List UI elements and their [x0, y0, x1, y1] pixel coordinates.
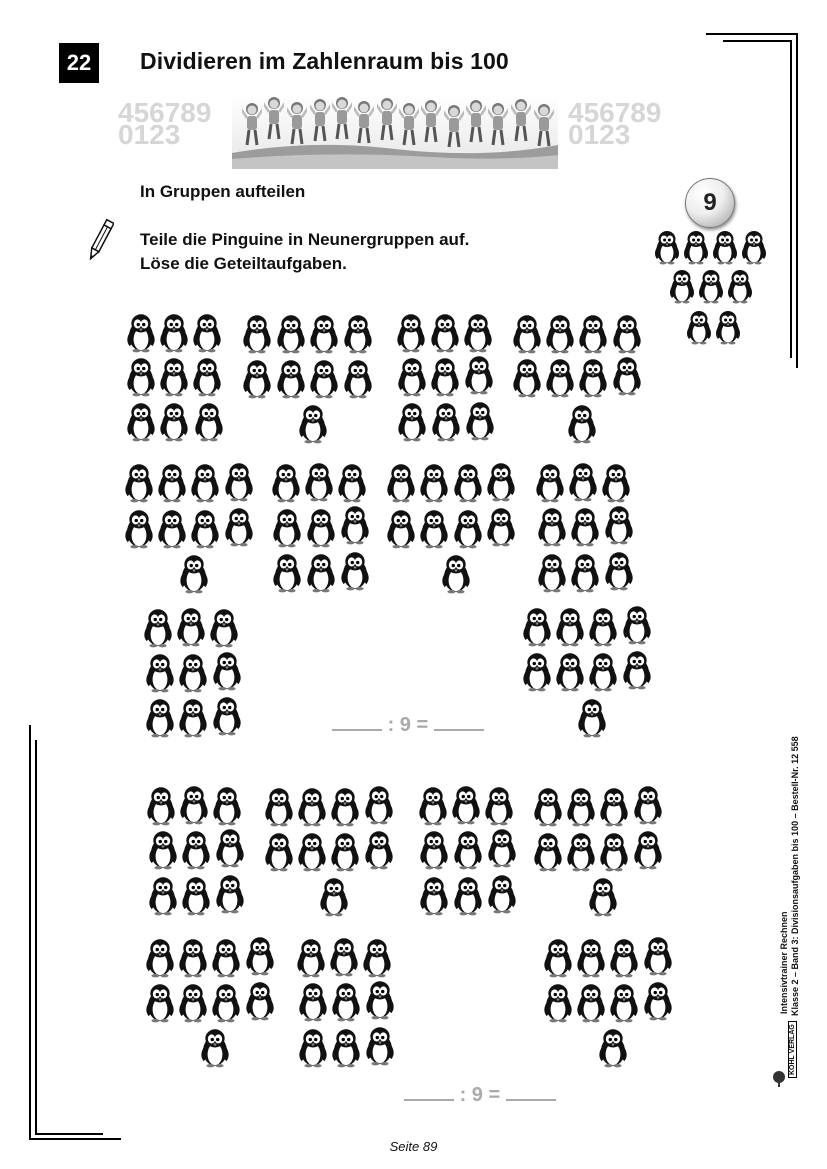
- penguin-icon: [298, 1027, 328, 1068]
- penguin-icon: [297, 831, 327, 872]
- penguin-icon: [319, 876, 349, 917]
- division-operator: :: [387, 714, 395, 736]
- penguin-icon: [487, 873, 517, 914]
- page-number-badge: 22: [59, 43, 99, 83]
- penguin-icon: [599, 786, 629, 827]
- penguin-icon: [588, 876, 618, 917]
- penguin-icon: [181, 829, 211, 870]
- penguin-icon: [331, 981, 361, 1022]
- penguin-icon: [576, 937, 606, 978]
- division-operator: :: [459, 1084, 467, 1106]
- penguin-icon: [453, 875, 483, 916]
- penguin-icon: [297, 786, 327, 827]
- penguin-icon: [264, 831, 294, 872]
- side-volume-info: Klasse 2 – Band 3: Divisionsaufgaben bis 100 – Bestell-Nr. 12 558: [790, 736, 800, 1016]
- penguin-icon: [215, 827, 245, 868]
- penguin-icon: [298, 981, 328, 1022]
- penguin-icon: [633, 829, 663, 870]
- penguin-icon: [148, 875, 178, 916]
- footer-page-number: Seite 89: [389, 1139, 438, 1154]
- penguin-icon: [451, 784, 481, 825]
- penguin-icon: [599, 831, 629, 872]
- penguin-icon: [211, 937, 241, 978]
- dividend-answer-field[interactable]: [404, 1083, 454, 1101]
- penguin-icon: [178, 937, 208, 978]
- penguin-icon: [245, 935, 275, 976]
- divisor-value: 9: [399, 714, 411, 736]
- equals-sign: =: [416, 714, 429, 736]
- penguin-icon: [264, 786, 294, 827]
- penguin-icon: [296, 937, 326, 978]
- tree-icon: [771, 1070, 787, 1088]
- penguin-icon: [364, 784, 394, 825]
- penguin-icon: [576, 982, 606, 1023]
- penguin-icon: [609, 937, 639, 978]
- penguin-icon: [181, 875, 211, 916]
- penguin-icon: [533, 786, 563, 827]
- penguin-icon: [245, 980, 275, 1021]
- penguin-icon: [179, 784, 209, 825]
- page-title: Dividieren im Zahlenraum bis 100: [140, 48, 509, 74]
- penguin-icon: [487, 827, 517, 868]
- penguin-icon: [215, 873, 245, 914]
- penguin-icon: [145, 982, 175, 1023]
- divisor-value: 9: [471, 1084, 483, 1106]
- number-decoration-left: 456789 0123: [118, 102, 212, 150]
- penguin-icon: [418, 785, 448, 826]
- penguin-icon: [330, 831, 360, 872]
- penguin-icon: [566, 831, 596, 872]
- penguin-icon: [365, 1025, 395, 1066]
- penguin-icon: [329, 936, 359, 977]
- penguin-icon: [566, 786, 596, 827]
- penguin-icon: [364, 829, 394, 870]
- penguin-icon: [533, 831, 563, 872]
- penguin-icon: [419, 875, 449, 916]
- publisher-logo: KOHL VERLAG: [771, 1030, 801, 1094]
- penguin-icon: [146, 785, 176, 826]
- exercise-2-equation: [404, 1083, 556, 1107]
- instruction-line-1: Teile die Pinguine in Neunergruppen auf.: [140, 230, 470, 249]
- frame-line-bottom-inner: [35, 1133, 103, 1135]
- penguin-icon: [609, 982, 639, 1023]
- penguin-icon: [178, 982, 208, 1023]
- penguin-icon: [419, 829, 449, 870]
- section-heading: In Gruppen aufteilen: [140, 182, 306, 201]
- divisor-ball: 9: [685, 178, 735, 228]
- penguin-icon: [643, 980, 673, 1021]
- penguin-icon: [200, 1027, 230, 1068]
- penguin-icon: [543, 982, 573, 1023]
- penguin-icon: [331, 1027, 361, 1068]
- side-series-title: Intensivtrainer Rechnen: [779, 911, 789, 1014]
- number-decoration-right: 456789 0123: [568, 102, 662, 150]
- penguin-icon: [211, 982, 241, 1023]
- quotient-answer-field[interactable]: [506, 1083, 556, 1101]
- penguin-icon: [633, 784, 663, 825]
- equals-sign: =: [488, 1084, 501, 1106]
- penguin-icon: [365, 979, 395, 1020]
- penguin-icon: [362, 937, 392, 978]
- penguin-icon: [453, 829, 483, 870]
- penguin-icon: [484, 785, 514, 826]
- instruction-line-2: Löse die Geteiltaufgaben.: [140, 254, 347, 273]
- penguin-icon: [643, 935, 673, 976]
- penguin-icon: [145, 937, 175, 978]
- penguin-icon: [330, 786, 360, 827]
- penguin-icon: [148, 829, 178, 870]
- penguin-icon: [212, 785, 242, 826]
- penguin-icon: [598, 1027, 628, 1068]
- penguin-icon: [543, 937, 573, 978]
